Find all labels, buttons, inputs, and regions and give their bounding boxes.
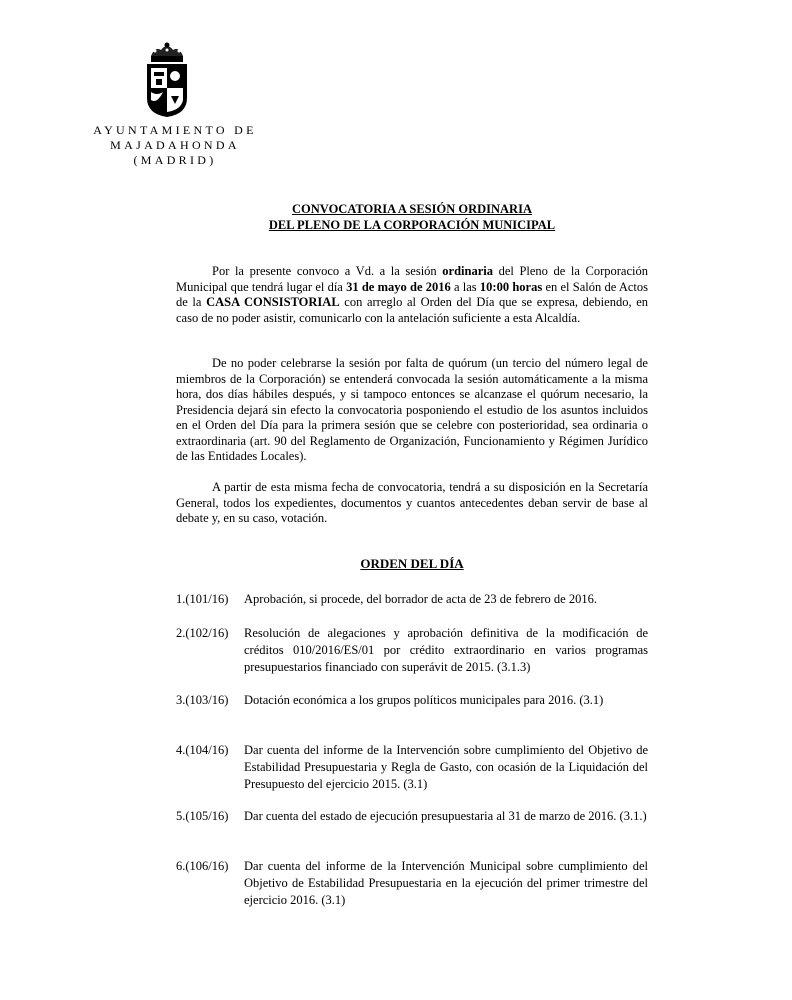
org-name-line1: AYUNTAMIENTO DE xyxy=(93,123,257,137)
agenda-item-text: Dar cuenta del estado de ejecución presupuestaria al 31 de marzo de 2016. (3.1.) xyxy=(244,809,647,823)
agenda-item xyxy=(176,808,648,825)
p1-text-e: a las xyxy=(450,279,480,294)
agenda-item xyxy=(176,591,648,608)
paragraph-documents: A partir de esta misma fecha de convocatoria, tendrá a su disposición en la Secretaría General, todos los expedientes, documentos y cuantos antecedentes deban servir de base al debate y, en su caso, votación. xyxy=(176,480,648,525)
agenda-item-number: 3.(103/16) xyxy=(176,693,229,707)
agenda-item-number: 2.(102/16) xyxy=(176,626,229,640)
p1-text-c: del Pleno de la Corporación Municipal que tendrá lugar el día xyxy=(176,264,649,294)
paragraph-quorum: De no poder celebrarse la sesión por falta de quórum (un tercio del número legal de miembros de la Corporación) se entenderá convocada la sesión automáticamente a la misma hora, dos días hábiles después, y si tampoco entonces se alcanzase el quórum necesario, la Presidencia dejará sin efecto la convocatoria posponiendo el estudio de los asuntos incluidos en el Orden del Día para la primera sesión que se celebre con posterioridad, sea ordinaria o extraordinaria (art. 90 del Reglamento de Organización, Funcionamiento y Régimen Jurídico de las Entidades Locales). xyxy=(176,356,648,463)
agenda-item-text: Resolución de alegaciones y aprobación definitiva de la modificación de créditos 010/2016/ES/01 por crédito extraordinario en varios programas presupuestarios financiado con superávit de 2015. (3.1.3) xyxy=(244,626,648,674)
paragraph-convocation xyxy=(176,264,648,326)
agenda-item-text: Dar cuenta del informe de la Intervención Municipal sobre cumplimiento del Objetivo de Estabilidad Presupuestaria en la ejecución del primer trimestre del ejercicio 2016. (3.1) xyxy=(244,859,648,907)
agenda-item xyxy=(176,742,648,793)
p1-bold-date: 31 de mayo de 2016 xyxy=(346,279,451,294)
agenda-item-number: 4.(104/16) xyxy=(176,743,229,757)
agenda-item xyxy=(176,692,648,709)
p1-bold-time: 10:00 horas xyxy=(479,279,543,294)
document-title xyxy=(176,201,648,233)
p1-bold-session-type: ordinaria xyxy=(442,264,493,278)
agenda-item-text: Dotación económica a los grupos políticos municipales para 2016. (3.1) xyxy=(244,693,604,707)
agenda-item-number: 5.(105/16) xyxy=(176,809,229,823)
title-line2: DEL PLENO DE LA CORPORACIÓN MUNICIPAL xyxy=(268,218,556,232)
coat-of-arms-icon xyxy=(143,42,191,118)
title-line1: CONVOCATORIA A SESIÓN ORDINARIA xyxy=(292,202,532,216)
agenda-item-number: 1.(101/16) xyxy=(176,592,229,606)
agenda-item xyxy=(176,625,648,676)
org-name-line3: (MADRID) xyxy=(133,153,217,167)
agenda-item xyxy=(176,858,648,909)
p1-text-i: con arreglo al Orden del Día que se expresa, debiendo, en caso de no poder asistir, comunicarlo con la antelación suficiente a esta Alcaldía. xyxy=(176,295,648,325)
p1-text-g: en el Salón de Actos de la xyxy=(176,279,648,309)
agenda-item-text: Dar cuenta del informe de la Intervención sobre cumplimiento del Objetivo de Estabilidad Presupuestaria y Regla de Gasto, con ocasión de la Liquidación del Presupuesto del ejercicio 2015. (3.1) xyxy=(244,743,648,791)
p1-bold-venue: CASA CONSISTORIAL xyxy=(206,295,340,309)
org-name-line2: MAJADAHONDA xyxy=(110,138,240,152)
agenda-item-number: 6.(106/16) xyxy=(176,859,229,873)
p1-text-a: Por la presente convoco a Vd. a la sesión xyxy=(212,264,443,278)
agenda-item-text: Aprobación, si procede, del borrador de acta de 23 de febrero de 2016. xyxy=(244,592,597,606)
agenda-title: ORDEN DEL DÍA xyxy=(360,556,464,571)
